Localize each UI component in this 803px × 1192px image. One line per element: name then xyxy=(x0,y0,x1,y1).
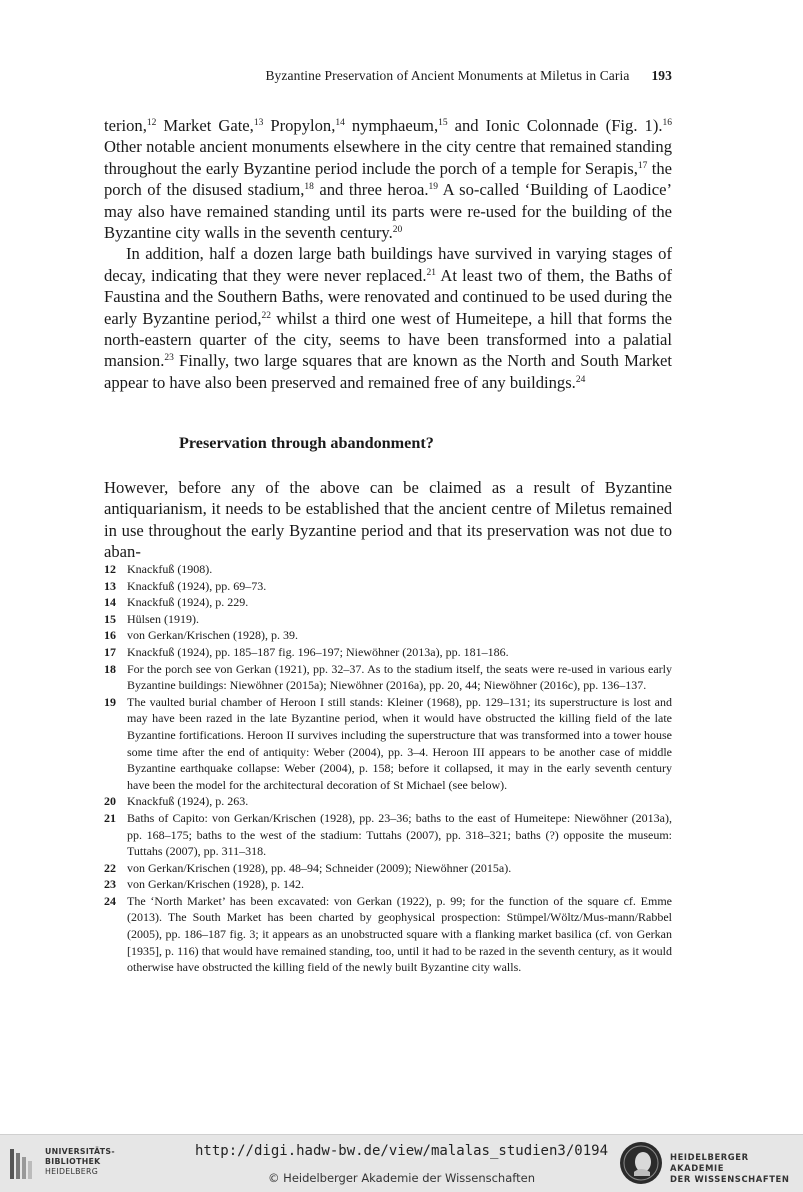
footnote-text: For the porch see von Gerkan (1921), pp. 32–37. As to the stadium itself, the seats were re-used in various early Byzantine buildings: Niewöhner (2015a); Niewöhner (2016a), pp. 20, 44; Niewöhner (2016c), pp. 136–137. xyxy=(127,661,672,693)
section-heading: Preservation through abandonment? xyxy=(179,434,434,452)
footnote-number: 24 xyxy=(104,893,116,908)
text-run: Market Gate, xyxy=(156,116,254,135)
footnote-ref[interactable]: 15 xyxy=(438,118,448,128)
footnote-text: von Gerkan/Krischen (1928), p. 39. xyxy=(127,628,298,643)
library-line-1: UNIVERSITÄTS- xyxy=(45,1147,115,1156)
text-run: A so-called ‘Building of Laodice’ may also have remained standing until its parts were re-used for the building of the Byzantine city walls in the seventh century. xyxy=(104,180,672,243)
text-run: and three heroa. xyxy=(313,180,429,200)
footnote-ref[interactable]: 23 xyxy=(164,353,174,364)
academy-line-1: HEIDELBERGER AKADEMIE xyxy=(670,1152,749,1173)
footnote-ref[interactable]: 20 xyxy=(392,225,403,236)
footnote-text: Baths of Capito: von Gerkan/Krischen (1928), pp. 23–36; baths to the east of Humeitepe: Niewöhner (2013a), pp. 168–175; baths to the west of the stadium: Tuttahs (2007), pp. 318–321; baths (?) opposite the museum: Tuttahs (2007), pp. 311–318. xyxy=(127,810,672,859)
academy-line-2: DER WISSENSCHAFTEN xyxy=(670,1174,790,1184)
text-run: terion, xyxy=(104,116,147,135)
footnote xyxy=(104,694,672,794)
footnote-number: 15 xyxy=(104,611,116,626)
running-title: Byzantine Preservation of Ancient Monuments at Miletus in Caria xyxy=(265,68,630,83)
page-number: 193 xyxy=(651,68,672,83)
footnote-ref[interactable]: 24 xyxy=(575,374,586,385)
footnote-number: 18 xyxy=(104,661,116,676)
text-run: Other notable ancient monuments elsewhere in the city centre that remained standing throughout the early Byzantine period include the porch of a temple for Serapis, xyxy=(104,137,672,178)
footnote xyxy=(104,810,672,860)
footnote-text: Knackfuß (1908). xyxy=(127,562,213,576)
footnote-ref[interactable]: 19 xyxy=(428,182,439,193)
library-line-2: BIBLIOTHEK xyxy=(45,1157,101,1166)
footnote-number: 17 xyxy=(104,644,116,659)
footnote xyxy=(104,893,672,976)
footnote-ref[interactable]: 21 xyxy=(426,267,436,278)
copyright-notice: © Heidelberger Akademie der Wissenschaften xyxy=(268,1171,535,1185)
footnote-ref[interactable]: 13 xyxy=(253,118,264,128)
academy-logo[interactable] xyxy=(618,1139,798,1187)
footnote xyxy=(104,876,672,893)
footnote-text: Knackfuß (1924), p. 263. xyxy=(127,794,249,809)
footer-bar xyxy=(0,1134,803,1192)
section-text xyxy=(104,477,672,563)
academy-seal-icon xyxy=(618,1140,664,1186)
text-run: Finally, two large squares that are known as the North and South Market appear to have also been preserved and remained free of any buildings. xyxy=(104,351,672,392)
footnote-number: 16 xyxy=(104,628,116,643)
footnote-number: 19 xyxy=(104,694,116,709)
footnote-number: 14 xyxy=(104,595,116,610)
academy-name xyxy=(670,1152,798,1185)
footnote-text: von Gerkan/Krischen (1928), pp. 48–94; Schneider (2009); Niewöhner (2015a). xyxy=(127,860,512,875)
footnote xyxy=(104,793,672,810)
footnote-number: 20 xyxy=(104,794,116,809)
footnote-text: The ‘North Market’ has been excavated: von Gerkan (1922), p. 99; for the function of the square cf. Emme (2013). The South Market has been charted by geophysical prospection: Stümpel/Wöltz/Mus-mann/Rabbel (2005), pp. 186–187 fig. 3; it appears as an unobstructed square with a flanking market basilica (cf. von Gerkan [1935], p. 116) that would have remained standing, too, until it had to be razed in the seventh century, as it would otherwise have obstructed the killing field of the newly built Byzantine city walls. xyxy=(127,893,672,975)
text-run: At least two of them, the Baths of Faustina and the Southern Baths, were renovated and continued to be used during the early Byzantine period, xyxy=(104,265,673,328)
footnote xyxy=(104,860,672,877)
footnote-text: Knackfuß (1924), pp. 69–73. xyxy=(127,578,267,593)
footnote-text: Knackfuß (1924), p. 229. xyxy=(127,595,249,610)
footnote xyxy=(104,661,672,694)
footnote-ref[interactable]: 18 xyxy=(304,182,314,193)
text-run: whilst a third one west of Humeitepe, a hill that forms the north-eastern quarter of the city, seems to have been transformed into a palatial mansion. xyxy=(104,308,672,371)
footnote-number: 12 xyxy=(104,562,116,576)
footnote xyxy=(104,578,672,595)
footnote-ref[interactable]: 22 xyxy=(261,310,272,321)
footnote-ref[interactable]: 16 xyxy=(662,118,672,128)
paragraph-3: However, before any of the above can be claimed as a result of Byzantine antiquarianism, it needs to be established that the ancient centre of Miletus remained in use throughout the early Byzantine period and that its preservation was not due to aban- xyxy=(104,478,672,562)
footnote xyxy=(104,611,672,628)
paragraph-1 xyxy=(104,115,672,243)
footnote xyxy=(104,644,672,661)
footnotes xyxy=(104,561,672,976)
text-run: the porch of the disused stadium, xyxy=(104,158,672,200)
footnote-ref[interactable]: 14 xyxy=(335,118,345,128)
footnote-text: Knackfuß (1924), pp. 185–187 fig. 196–197; Niewöhner (2013a), pp. 181–186. xyxy=(127,644,509,659)
text-run: In addition, half a dozen large bath buildings have survived in varying stages of decay, indicating that they were never replaced. xyxy=(104,244,672,285)
text-run: and Ionic Colonnade (Fig. 1). xyxy=(447,116,663,135)
footnote-number: 23 xyxy=(104,877,116,892)
footnote-number: 21 xyxy=(104,810,116,825)
footnote xyxy=(104,561,672,578)
footnote-number: 13 xyxy=(104,578,116,593)
footnote-text: The vaulted burial chamber of Heroon I still stands: Kleiner (1968), pp. 129–131; its superstructure is lost and may have been razed in the late Byzantine period, when it would have obstructed the killing field of the late Byzantine fortifications. Heroon II survives including the superstructure that was transformed into a tower house some time after the end of antiquity: Weber (2004), pp. 3–4. Heroon III appears to be another case of middle Byzantine earthquake collapse: Weber (2004), p. 158; before it collapsed, it may in the early seventh century have been the model for the architectural decoration of St Michael (see below). xyxy=(127,694,672,792)
text-run: Propylon, xyxy=(263,116,336,135)
text-run: nymphaeum, xyxy=(344,116,439,135)
footnote-ref[interactable]: 12 xyxy=(146,118,157,128)
source-url-link[interactable]: http://digi.hadw-bw.de/view/malalas_studien3/0194 xyxy=(194,1143,608,1159)
running-head xyxy=(104,68,672,84)
footnote xyxy=(104,627,672,644)
footnote-number: 22 xyxy=(104,860,116,875)
footnote xyxy=(104,594,672,611)
paragraph-2 xyxy=(104,243,672,393)
main-text xyxy=(104,115,672,393)
footnote-text: von Gerkan/Krischen (1928), p. 142. xyxy=(127,877,304,892)
footnote-ref[interactable]: 17 xyxy=(637,160,648,171)
library-line-3: HEIDELBERG xyxy=(45,1167,99,1176)
footnote-text: Hülsen (1919). xyxy=(127,611,199,626)
